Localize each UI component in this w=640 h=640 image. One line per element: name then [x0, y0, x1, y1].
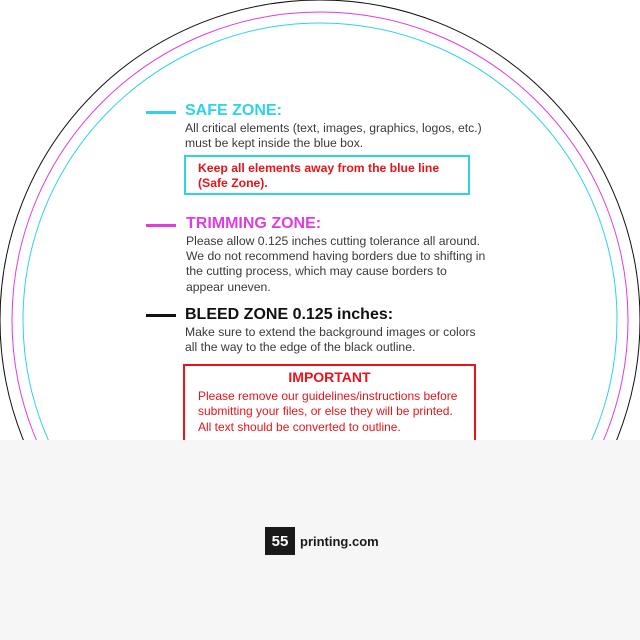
trimming-zone-line: Please allow 0.125 inches cutting tolerance all around.: [186, 234, 481, 248]
bleed-zone-title: BLEED ZONE 0.125 inches:: [185, 306, 394, 323]
brand-logo: [265, 527, 379, 555]
safe-zone-title: SAFE ZONE:: [185, 102, 282, 119]
important-line: All text should be converted to outline.: [198, 419, 401, 434]
safe-zone-box-line: Keep all elements away from the blue line: [198, 161, 440, 175]
bleed-zone-text: [185, 325, 476, 355]
trimming-zone-marker: [146, 224, 176, 227]
bleed-zone-marker: [146, 314, 176, 317]
trimming-zone-text: [186, 234, 485, 295]
safe-zone-text: [185, 121, 482, 151]
safe-zone-marker: [146, 111, 176, 114]
important-line: submitting your files, or else they will be printed.: [198, 404, 453, 419]
safe-zone-box-text: [198, 161, 439, 192]
logo-number: 55: [265, 527, 295, 555]
important-text: [198, 389, 457, 435]
safe-zone-box: [184, 155, 470, 195]
bleed-zone-line: all the way to the edge of the black outline.: [185, 340, 416, 355]
trimming-zone-title: TRIMMING ZONE:: [186, 215, 322, 232]
important-line: Please remove our guidelines/instructions before: [198, 389, 458, 403]
logo-text: printing.com: [300, 533, 379, 549]
trimming-zone-line: We do not recommend having borders due to shifting in: [186, 249, 486, 264]
safe-zone-line: All critical elements (text, images, graphics, logos, etc.): [185, 121, 482, 135]
safe-zone-box-line: (Safe Zone).: [198, 176, 268, 191]
trimming-zone-line: the cutting process, which may cause borders to: [186, 264, 447, 279]
bleed-zone-line: Make sure to extend the background images or colors: [185, 325, 476, 339]
important-heading: IMPORTANT: [288, 369, 371, 385]
trimming-zone-line: appear uneven.: [186, 279, 271, 294]
safe-zone-line: must be kept inside the blue box.: [185, 136, 364, 151]
